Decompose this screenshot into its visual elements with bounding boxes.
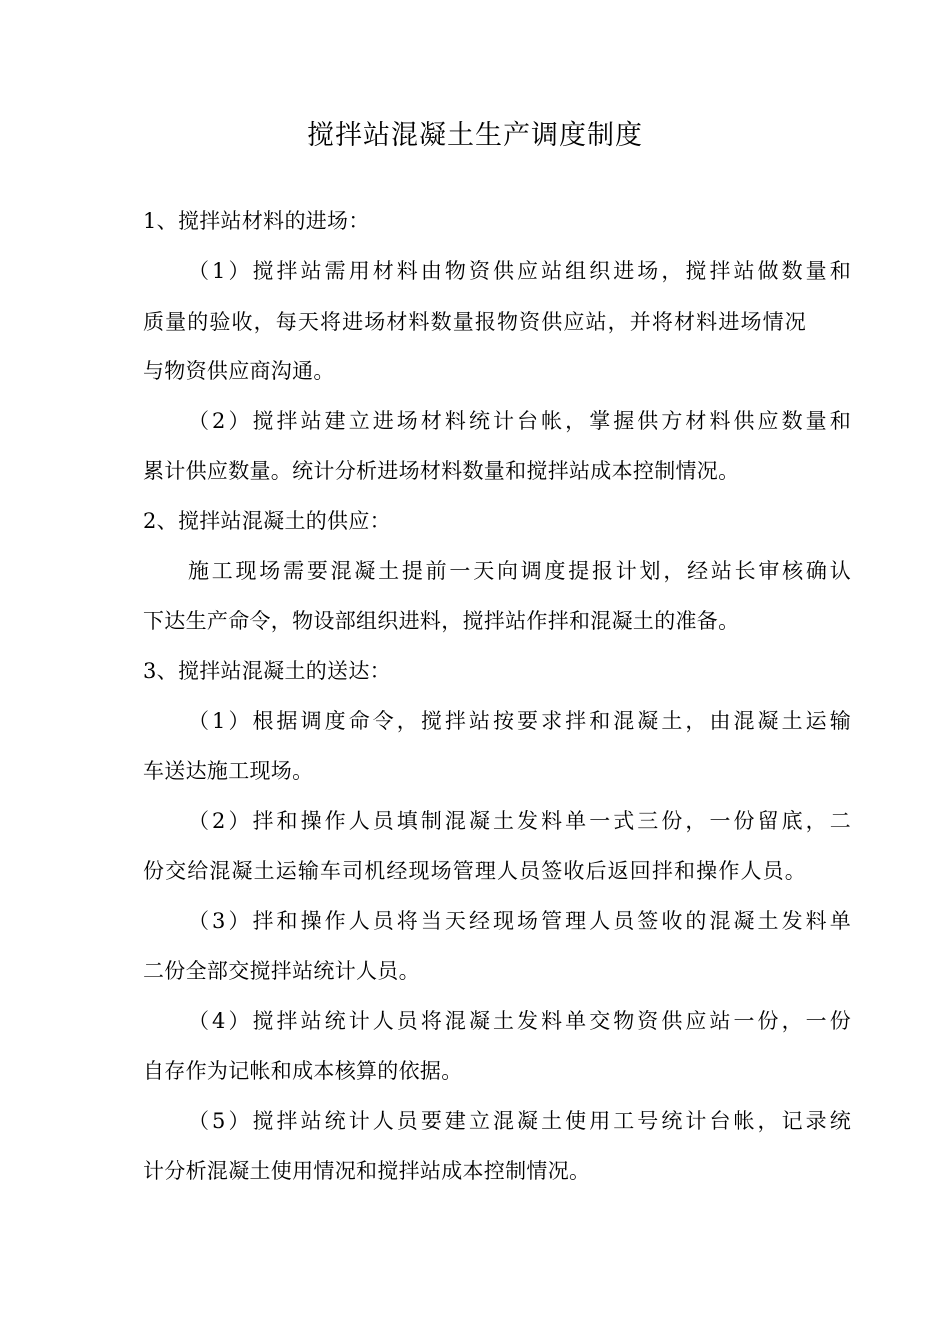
paragraph-line: 车送达施工现场。 (143, 759, 314, 783)
paragraph-line: 累计供应数量。统计分析进场材料数量和搅拌站成本控制情况。 (143, 459, 740, 483)
paragraph-line: （2）拌和操作人员填制混凝土发料单一式三份，一份留底，二 (188, 809, 851, 833)
section-heading-3: 3、搅拌站混凝土的送达： (143, 659, 391, 683)
paragraph-line: 份交给混凝土运输车司机经现场管理人员签收后返回拌和操作人员。 (143, 859, 806, 883)
section-heading-1: 1、搅拌站材料的进场： (143, 209, 370, 233)
document-title: 搅拌站混凝土生产调度制度 (307, 120, 643, 151)
paragraph-line: 自存作为记帐和成本核算的依据。 (143, 1059, 463, 1083)
paragraph-line: 质量的验收，每天将进场材料数量报物资供应站，并将材料进场情况 (143, 310, 806, 334)
paragraph-line: （4）搅拌站统计人员将混凝土发料单交物资供应站一份，一份 (188, 1009, 851, 1033)
paragraph-line: （1）搅拌站需用材料由物资供应站组织进场，搅拌站做数量和 (188, 259, 851, 283)
section-heading-2: 2、搅拌站混凝土的供应： (143, 509, 391, 533)
paragraph-line: （2）搅拌站建立进场材料统计台帐，掌握供方材料供应数量和 (188, 409, 851, 433)
paragraph-line: 施工现场需要混凝土提前一天向调度提报计划，经站长审核确认 (188, 559, 851, 583)
paragraph-line: （5）搅拌站统计人员要建立混凝土使用工号统计台帐，记录统 (188, 1109, 851, 1133)
paragraph-line: 计分析混凝土使用情况和搅拌站成本控制情况。 (143, 1159, 591, 1183)
paragraph-line: （1）根据调度命令，搅拌站按要求拌和混凝土，由混凝土运输 (188, 709, 851, 733)
paragraph-line: 二份全部交搅拌站统计人员。 (143, 959, 420, 983)
paragraph-line: 下达生产命令，物设部组织进料，搅拌站作拌和混凝土的准备。 (143, 609, 740, 633)
paragraph-line: （3）拌和操作人员将当天经现场管理人员签收的混凝土发料单 (188, 909, 851, 933)
paragraph-line: 与物资供应商沟通。 (143, 359, 335, 383)
